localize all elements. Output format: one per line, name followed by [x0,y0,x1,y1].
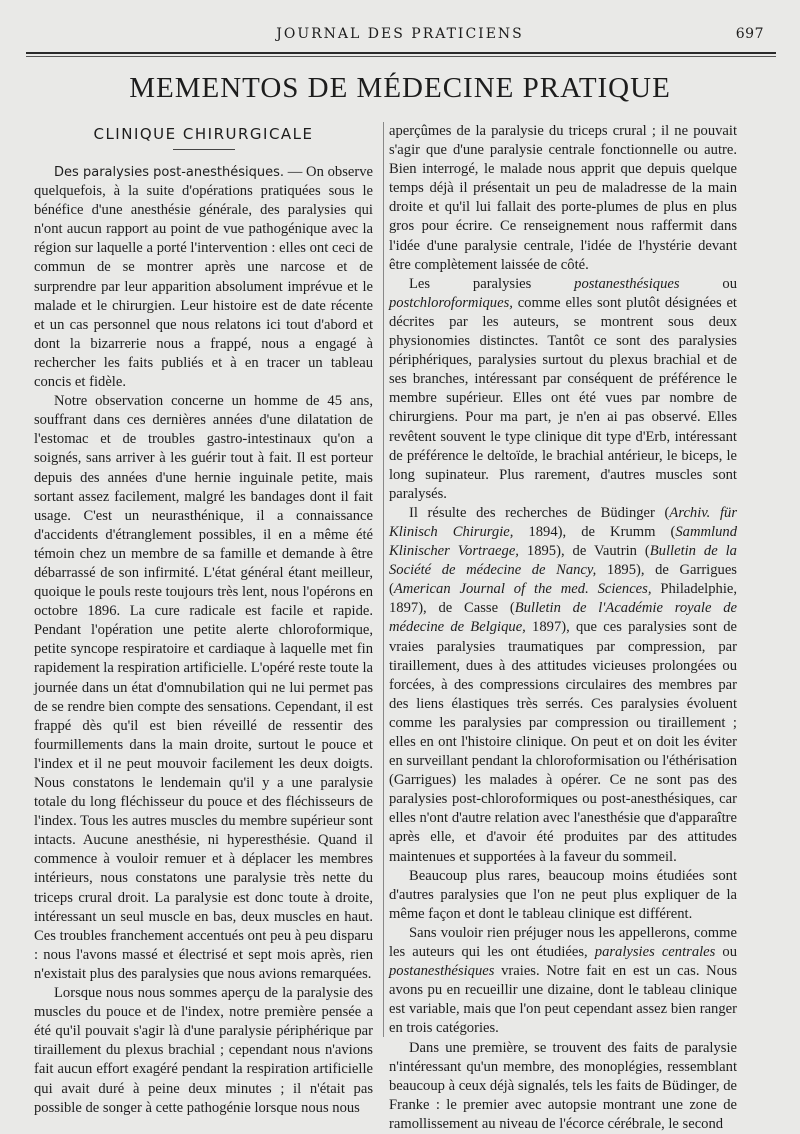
right-text [389,122,737,1134]
paragraph: Dans une première, se trouvent des faits de paralysie n'intéressant qu'un membre, des monoplégies, ressemblant beaucoup à ceux déjà signalés, tels les faits de Büdinger, de Franke : le premier avec autopsie montrant une zone de ramollissement au niveau de l'écorce cérébrale, le second [389,1039,737,1132]
text-run: 1895), de Garrigues ( [389,562,737,598]
paragraph: Lorsque nous nous sommes aperçu de la paralysie des muscles du pouce et de l'index, notre première pensée a été qu'il pouvait s'agir là d'une paralysie périphérique par tiraillement du plexus brachial ; cependant nous n'avions fait aucun effort exagéré pendant la respiration artificielle qui avait duré à peine deux minutes ; il n'était pas possible de songer à cette pathogénie lorsque nous nous [34,985,373,1116]
paragraph: Notre observation concerne un homme de 45 ans, souffrant dans ces dernières années d'une dilatation de l'estomac et de troubles gastro-intestinaux qu'on a soignés, sans arriver à les guérir tout à fait. Il est porteur depuis des années d'une hernie inguinale petite, mais sortant assez facilement, malgré les bandages dont il fait usage. C'est un neurasthénique, il a connaissance d'accidents d'étranglement possibles, il en a même été témoin chez un membre de sa famille et demande à être débarrassé de son infirmité. L'état général étant meilleur, quoique le pouls reste toujours très lent, nous l'opérons en octobre 1896. La cure radicale est facile et rapide. Pendant l'opération une petite alerte chloroformique, petite syncope respiratoire et cardiaque à laquelle met fin rapidement la respiration artificielle. L'opéré reste toute la journée dans un état d'omnubilation qui ne lui permet pas de se rendre bien compte des sensations. Cependant, il est frappé dès qu'il est bien réveillé de ressentir des fourmillements dans la main droite, surtout le pouce et l'index et il ne peut mouvoir facilement les deux doigts. Nous constatons le lendemain qu'il y a une paralysie totale du long fléchisseur du pouce et des fléchisseurs de l'index. Tous les autres muscles du membre supérieur sont intacts. Aucune anesthésie, ni hyperesthésie. Quand il commence à vouloir remuer et à déplacer les membres intérieurs, nous constatons une paralysie très nette du triceps crural droit. La paralysie est donc toute à droite, intéressant un seul muscle en bas, deux muscles en haut. Ces troubles franchement accentués ont peu à peu disparu : nous l'avons massé et électrisé et sept mois après, rien n'existait plus des paralysies que nous avions remarquées. [34,393,373,982]
text-run: Les paralysies [409,275,575,292]
citation: Bulletin de la Société de médecine de Nancy, [389,543,737,579]
paragraph-text: — On observe quelquefois, à la suite d'opérations pratiquées sous le bénéfice d'une anesthésie générale, des paralysies qui n'ont aucun rapport au point de vue pathogénique avec la région sur laquelle a porté l'intervention : elles ont ceci de commun de se montrer après une narcose et de surprendre par leur apparition absolument imprévue et le malade et le chirurgien. Leur histoire est de date récente et un cas personnel que nous relatons ici tout d'abord et dont la bizarrerie nous a frappé, nous a engagé à rechercher les faits publiés et à en tracer un tableau concis et fidèle. [34,164,373,391]
header-rule-thin [26,56,776,57]
text-run: comme elles sont plutôt désignées et décrites par les auteurs, se montrent sous deux physionomies distinctes. Tantôt ce sont des paralysies périphériques, paralysies surtout du plexus brachial et de ses branches, intéressant par conséquent de préférence le membre supérieur. Elles ont été vues par nombre de chirurgiens. Pour ma part, je n'en ai pas observé. Elles revêtent souvent le type clinique dit type d'Erb, intéressant de préférence le deltoïde, le brachial antérieur, le biceps, le long supinateur. Plus rarement, d'autres muscles sont paralysés. [389,294,737,502]
page-title: MEMENTOS DE MÉDECINE PRATIQUE [129,72,671,104]
text-run: Sans vouloir rien préjuger nous les appellerons, comme les auteurs qui les ont étudiées, [389,924,737,961]
italic-run: postanesthésiques [389,963,495,980]
paragraph: Beaucoup plus rares, beaucoup moins étudiées sont d'autres paralysies que l'on ne peut plus expliquer de la même façon et dont le tableau clinique est différent. [389,867,737,922]
paragraph [389,924,737,1039]
paragraph: aperçûmes de la paralysie du triceps crural ; il ne pouvait s'agir que d'une paralysie centrale fonctionnelle ou autre. Bien interrogé, le malade nous apprit que depuis quelque temps déjà il présentait un peu de maladresse de la main droite et qu'il lui fallait des porte-plumes de plus en plus gros pour écrire. Ce renseignement nous raffermit dans l'idée d'une paralysie centrale, l'idée de l'hystérie devant être complètement laissée de côté. [389,123,737,273]
text-run: vraies. Notre fait en est un cas. Nous avons pu en recueillir une dizaine, dont le tableau clinique est variable, mais que l'on peut cependant assez bien ranger en trois catégories. [389,963,737,1037]
italic-run: postchloroformiques, [389,294,513,311]
page-number: 697 [735,26,764,42]
left-column [34,122,373,1118]
section-heading: CLINIQUE CHIRURGICALE [93,125,314,143]
journal-name: JOURNAL DES PRATICIENS [276,26,524,42]
citation: American Journal of the med. Sciences, [393,581,652,598]
text-run: Philadelphie, 1897), de Casse ( [389,581,737,617]
text-run: 1897), que ces paralysies sont de vraies paralysies traumatiques par compression, par tiraillement, dues à des attitudes vicieuses prolongées ou forcées, à des compressions circulaires des membres par des liens élastiques très serrés. Ces paralysies évoluent comme les paralysies par compression ou tiraillement ; elles en ont l'histoire clinique. On peut et on doit les éviter en surveillant pendant la chloroformisation ou l'éthérisation (Garrigues) les malades à opérer. Ce ne sont pas des paralysies post-chloroformiques ou post-anesthésiques, car elles n'ont d'autre relation avec l'anesthésie que d'apparaître après elle, et d'avoir été produites par des attitudes maintenues et supportées à la faveur du sommeil. [389,619,737,865]
section-rule [173,149,235,150]
text-run: 1894), de Krumm ( [513,523,676,540]
header-rule [26,52,776,54]
column-divider [383,122,384,1037]
text-run: ou [679,275,737,292]
italic-run: paralysies centrales [594,944,716,961]
running-header [30,22,770,48]
paragraph [389,504,737,867]
text-run: Il résulte des recherches de Büdinger ( [409,504,670,521]
paragraph [34,163,373,392]
citation: Sammlund Klinischer Vortraege, [389,523,737,560]
text-run: 1895), de Vautrin ( [518,543,650,560]
citation: Archiv. für Klinisch Chirurgie, [389,504,737,540]
paragraph [389,275,737,504]
citation: Bulletin de l'Académie royale de médecine de Belgique, [389,600,737,636]
article-lead: Des paralysies post-anesthésiques. [54,165,285,180]
left-text [34,163,373,1118]
text-run: ou [715,944,737,961]
right-column [389,122,737,1134]
italic-run: postanesthésiques [574,275,680,292]
